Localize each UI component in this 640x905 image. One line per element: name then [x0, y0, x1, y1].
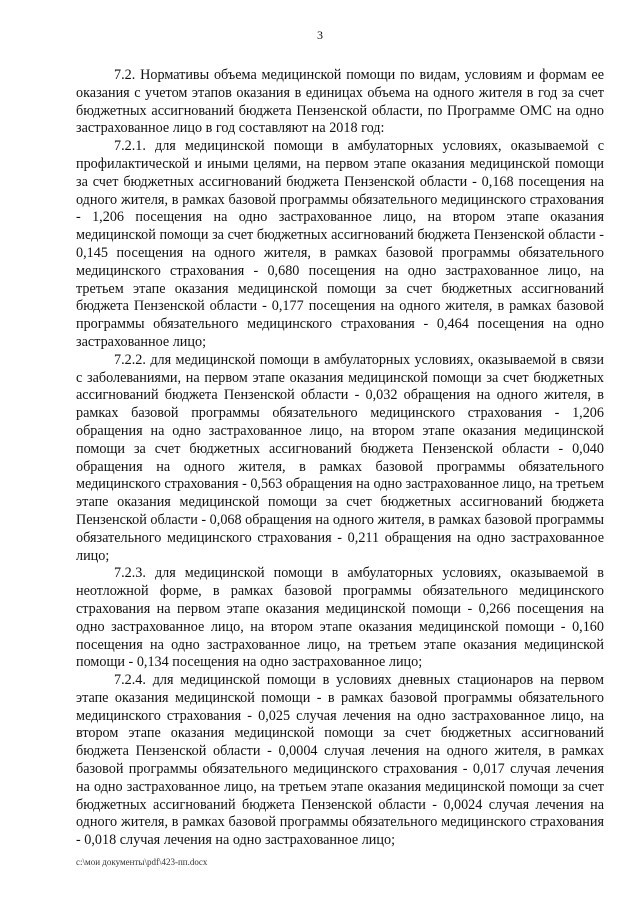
- page-number: 3: [317, 28, 323, 42]
- footer-file-path: c:\мои документы\pdf\423-пп.docx: [76, 857, 208, 867]
- document-body: [76, 67, 604, 850]
- paragraph-7-2-4: 7.2.4. для медицинской помощи в условиях дневных стационаров на первом этапе оказания медицинской помощи - в рамках базовой программы обязательного медицинского страхования - 0,025 случая лечения на одно застрахованное лицо, на втором этапе оказания медицинской помощи за счет бюджетных ассигнований бюджета Пензенской области - 0,0004 случая лечения на одного жителя, в рамках базовой программы обязательного медицинского страхования - 0,017 случая лечения на одно застрахованное лицо, на третьем этапе оказания медицинской помощи за счет бюджетных ассигнований бюджета Пензенской области - 0,0024 случая лечения на одного жителя, в рамках базовой программы обязательного медицинского страхования - 0,018 случая лечения на одно застрахованное лицо;: [76, 672, 604, 849]
- paragraph-7-2-1: 7.2.1. для медицинской помощи в амбулаторных условиях, оказываемой с профилактической и иными целями, на первом этапе оказания медицинской помощи за счет бюджетных ассигнований бюджета Пензенской области - 0,168 посещения на одного жителя, в рамках базовой программы обязательного медицинского страхования - 1,206 посещения на одно застрахованное лицо, на втором этапе оказания медицинской помощи за счет бюджетных ассигнований бюджета Пензенской области - 0,145 посещения на одного жителя, в рамках базовой программы обязательного медицинского страхования - 0,680 посещения на одно застрахованное лицо, на третьем этапе оказания медицинской помощи за счет бюджетных ассигнований бюджета Пензенской области - 0,177 посещения на одного жителя, в рамках базовой программы обязательного медицинского страхования - 0,464 посещения на одно застрахованное лицо;: [76, 138, 604, 350]
- paragraph-7-2-3: 7.2.3. для медицинской помощи в амбулаторных условиях, оказываемой в неотложной форме, в рамках базовой программы обязательного медицинского страхования на первом этапе оказания медицинской помощи - 0,266 посещения на одно застрахованное лицо, на втором этапе оказания медицинской помощи - 0,160 посещения на одно застрахованное лицо, на третьем этапе оказания медицинской помощи - 0,134 посещения на одно застрахованное лицо;: [76, 565, 604, 671]
- paragraph-7-2: 7.2. Нормативы объема медицинской помощи по видам, условиям и формам ее оказания с учетом этапов оказания в единицах объема на одного жителя в год за счет бюджетных ассигнований бюджета Пензенской области, по Программе ОМС на одно застрахованное лицо в год составляют на 2018 год:: [76, 67, 604, 137]
- paragraph-7-2-2: 7.2.2. для медицинской помощи в амбулаторных условиях, оказываемой в связи с заболеваниями, на первом этапе оказания медицинской помощи за счет бюджетных ассигнований бюджета Пензенской области - 0,032 обращения на одного жителя, в рамках базовой программы обязательного медицинского страхования - 1,206 обращения на одно застрахованное лицо, на втором этапе оказания медицинской помощи за счет бюджетных ассигнований бюджета Пензенской области - 0,040 обращения на одного жителя, в рамках базовой программы обязательного медицинского страхования - 0,563 обращения на одно застрахованное лицо, на третьем этапе оказания медицинской помощи за счет бюджетных ассигнований бюджета Пензенской области - 0,068 обращения на одного жителя, в рамках базовой программы обязательного медицинского страхования - 0,211 обращения на одно застрахованное лицо;: [76, 351, 604, 564]
